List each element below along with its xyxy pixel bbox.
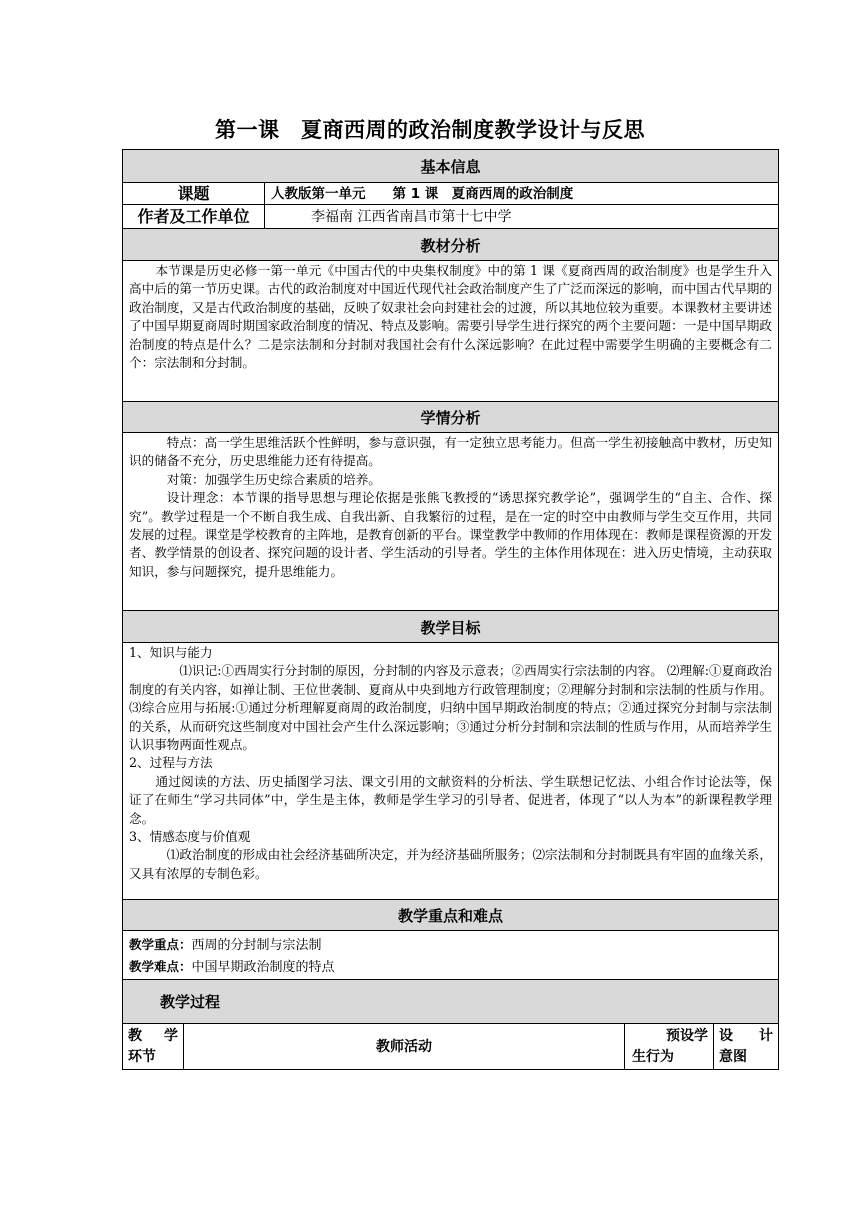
student-features-text: 特点：高一学生思维活跃个性鲜明，参与意识强，有一定独立思考能力。但高一学生初接触高中教材，历史知识的储备不充分，历史思维能力还有待提高。 [129, 435, 772, 469]
col-student-top: 预设学 [666, 1028, 708, 1044]
process-header-row [123, 1024, 778, 1070]
teaching-goals-heading: 教学目标 [123, 611, 778, 643]
topic-row [123, 183, 778, 205]
goal-process-heading: 2、过程与方法 [129, 755, 213, 771]
student-analysis-body [123, 433, 778, 611]
col-design-char2: 计 [759, 1028, 773, 1044]
topic-label: 课题 [123, 183, 265, 204]
author-row [123, 205, 778, 229]
document-title: 第一课 夏商西周的政治制度教学设计与反思 [215, 118, 645, 142]
goal-knowledge-heading: 1、知识与能力 [129, 645, 213, 660]
col-design-char1: 设 [719, 1028, 733, 1044]
difficulty-line [129, 956, 772, 978]
key-points-heading: 教学重点和难点 [123, 900, 778, 931]
col-stage-char1: 教 [128, 1028, 142, 1044]
student-countermeasure-text: 对策：加强学生历史综合素质的培养。 [166, 471, 381, 487]
design-concept-text: 设计理念：本节课的指导思想与理论依据是张熊飞教授的“诱思探究教学论”，强调学生的“自主、合作、探究”。教学过程是一个不断自我生成、自我出新、自我繁衍的过程，是在一定的时空中由教师与学生交互作用，共同发展的过程。课堂是学校教育的主阵地，是教育创新的平台。课堂教学中教师的作用体现在：教师是课程资源的开发者、教学情景的创设者、探究问题的设计者、学生活动的引导者。学生的主体作用体现在：进入历史情境，主动获取知识，参与问题探究，提升思维能力。 [129, 490, 772, 579]
textbook-analysis-heading: 教材分析 [123, 229, 778, 261]
textbook-analysis-body [123, 261, 778, 402]
col-student-bottom: 生行为 [632, 1049, 674, 1065]
difficulty-label: 教学难点： [129, 959, 192, 974]
textbook-analysis-text: 本节课是历史必修一第一单元《中国古代的中央集权制度》中的第 1 课《夏商西周的政治制度》也是学生升入高中后的第一节历史课。古代的政治制度对中国近代现代社会政治制度产生了广泛而深远的影响，而中国古代早期的政治制度，又是古代政治制度的基础，反映了奴隶社会向封建社会的过渡，所以其地位较为重要。本课教材主要讲述了中国早期夏商周时期国家政治制度的情况、特点及影响。需要引导学生进行探究的两个主要问题：一是中国早期政治制度的特点是什么？二是宗法制和分封制对我国社会有什么深远影响？在此过程中需要学生明确的主要概念有二个：宗法制和分封制。 [129, 263, 772, 371]
col-stage-char2: 学 [164, 1028, 178, 1044]
topic-value [265, 183, 778, 204]
author-label: 作者及工作单位 [123, 205, 265, 228]
focus-text: 西周的分封制与宗法制 [191, 938, 322, 953]
col-teacher-activity-header: 教师活动 [184, 1024, 625, 1069]
goal-knowledge-text: ⑴识记:①西周实行分封制的原因，分封制的内容及示意表；②西周实行宗法制的内容。 ⑵理解:①夏商政治制度的有关内容，如禅让制、王位世袭制、夏商从中央到地方行政管理制度；②理解分封制和宗法制的性质与作用。⑶综合应用与拓展:①通过分析理解夏商周的政治制度，归纳中国早期政治制度的特点；②通过探究分封制与宗法制的关系，从而研究这些制度对中国社会产生什么深远影响；③通过分析分封制和宗法制的性质与作用，从而培养学生认识事物两面性观点。 [129, 663, 772, 753]
lesson-plan-table [122, 149, 779, 1070]
teaching-goals-body [123, 643, 778, 900]
col-design-bottom: 意图 [719, 1049, 747, 1065]
col-design-top [719, 1026, 773, 1047]
focus-line [129, 934, 772, 956]
col-stage-top [128, 1026, 178, 1047]
difficulty-text: 中国早期政治制度的特点 [191, 960, 335, 975]
focus-label: 教学重点： [129, 937, 192, 952]
goal-attitude-heading: 3、情感态度与价值观 [129, 829, 251, 845]
col-stage-header [123, 1024, 184, 1069]
author-value: 李福南 江西省南昌市第十七中学 [311, 209, 512, 225]
col-design-intent-header [714, 1024, 778, 1069]
process-heading: 教学过程 [123, 980, 778, 1024]
col-student-behavior-header [625, 1024, 714, 1069]
goal-attitude-text: ⑴政治制度的形成由社会经济基础所决定，并为经济基础所服务；⑵宗法制和分封制既具有牢固的血缘关系，又具有浓厚的专制色彩。 [129, 847, 772, 881]
goal-process-text: 通过阅读的方法、历史插图学习法、课文引用的文献资料的分析法、学生联想记忆法、小组合作讨论法等，保证了在师生“学习共同体”中，学生是主体，教师是学生学习的引导者、促进者，体现了“以人为本”的新课程教学理念。 [129, 773, 772, 826]
basic-info-heading: 基本信息 [123, 150, 778, 183]
key-points-body [123, 931, 778, 980]
student-analysis-heading: 学情分析 [123, 402, 778, 433]
topic-value-text: 人教版第一单元 第 1 课 夏商西周的政治制度 [271, 186, 574, 202]
col-stage-bottom: 环节 [128, 1049, 156, 1065]
